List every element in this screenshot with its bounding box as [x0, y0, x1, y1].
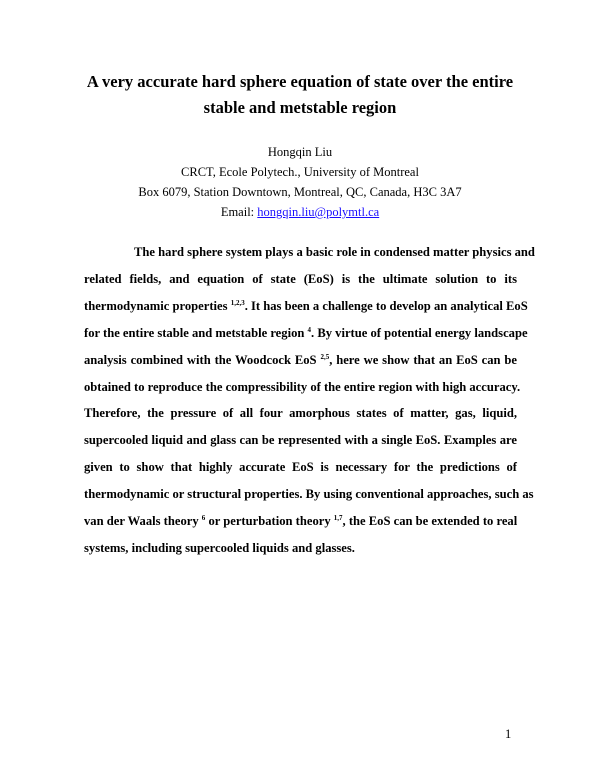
abstract-line [84, 514, 517, 529]
abstract-text: thermodynamic or structural properties. By using conventional approaches, such as [84, 487, 534, 502]
abstract-text: obtained to reproduce the compressibility of the entire region with high accuracy. [84, 379, 521, 394]
abstract-text: related fields, and equation of state (EoS) is the ultimate solution to its [84, 271, 517, 286]
abstract-line [84, 460, 517, 475]
abstract-text: systems, including supercooled liquids and glasses. [84, 540, 355, 555]
abstract-text: given to show that highly accurate EoS is necessary for the predictions of [84, 460, 517, 475]
page-number: 1 [505, 727, 512, 741]
abstract-text: . It has been a challenge to develop an analytical EoS [244, 298, 528, 313]
abstract-line [84, 353, 517, 368]
abstract-line [84, 325, 528, 341]
abstract-text: van der Waals theory [84, 514, 202, 528]
author-name: Hongqin Liu [267, 145, 333, 159]
citation-superscript: 1,2,3 [230, 298, 245, 307]
abstract-line [84, 272, 517, 287]
abstract-text: for the entire stable and metstable region [84, 325, 308, 340]
email-line [0, 205, 600, 220]
abstract-line [84, 406, 517, 421]
email-label: Email: [220, 205, 258, 219]
abstract-text: , the EoS can be extended to real [342, 514, 518, 528]
abstract-text: supercooled liquid and glass can be represented with a single EoS. Examples are [84, 433, 517, 448]
abstract-text: , here we show that an EoS can be [329, 352, 518, 367]
abstract-line [84, 541, 517, 556]
citation-superscript: 1,7 [333, 514, 343, 522]
abstract-line [134, 245, 535, 260]
abstract-text: The hard sphere system plays a basic role in condensed matter physics and [134, 245, 535, 259]
citation-superscript: 2,5 [320, 352, 330, 361]
abstract-text: or perturbation theory [205, 514, 334, 528]
abstract-text: . By virtue of potential energy landscape [311, 325, 528, 340]
abstract-line [84, 298, 528, 314]
paper-title-line-1: A very accurate hard sphere equation of state over the entire [86, 72, 514, 91]
abstract-text: thermodynamic properties [84, 298, 231, 313]
citation-superscript: 6 [201, 514, 206, 522]
abstract-line [84, 379, 521, 395]
paper-title-line-2: stable and metstable region [203, 98, 397, 117]
abstract-line [84, 433, 517, 448]
abstract-text: Therefore, the pressure of all four amorphous states of matter, gas, liquid, [84, 406, 517, 421]
email-link[interactable]: hongqin.liu@polymtl.ca [257, 205, 380, 219]
affiliation: CRCT, Ecole Polytech., University of Montreal [181, 165, 419, 179]
address: Box 6079, Station Downtown, Montreal, QC, Canada, H3C 3A7 [138, 185, 462, 199]
citation-superscript: 4 [307, 325, 312, 334]
abstract-text: analysis combined with the Woodcock EoS [84, 352, 321, 367]
abstract-line [84, 487, 534, 502]
